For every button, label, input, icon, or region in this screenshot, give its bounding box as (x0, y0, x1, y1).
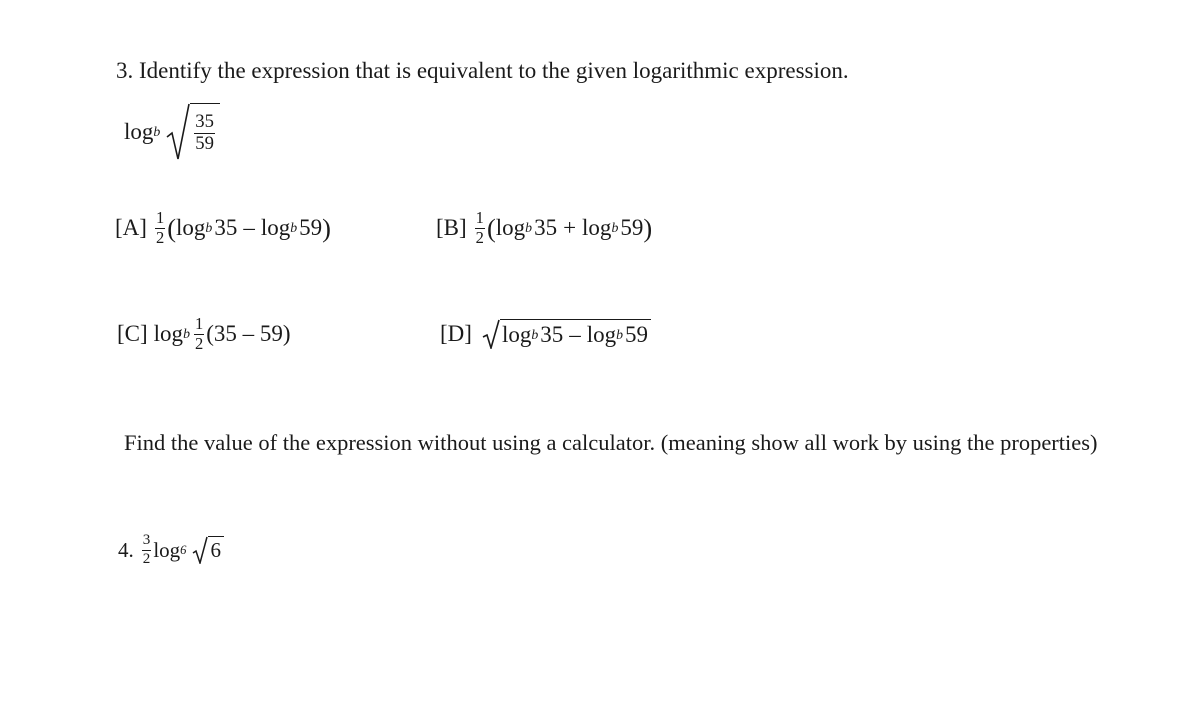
log-base: b (183, 326, 190, 341)
instructions-text: Find the value of the expression without using a calculator. (meaning show all work by using the properties) (124, 430, 1098, 455)
parenthesized-difference: (35 – 59) (206, 321, 291, 346)
fraction-denominator: 2 (475, 227, 484, 247)
radical-sign-icon (166, 103, 190, 161)
left-paren: ( (486, 212, 496, 243)
log-base: b (525, 220, 533, 235)
option-c (117, 306, 291, 362)
log-word: log (501, 322, 532, 347)
fraction-one-half (155, 207, 165, 247)
radical-sign-icon (192, 536, 208, 564)
option-a (115, 200, 331, 256)
log-base: b (205, 220, 213, 235)
square-root (192, 536, 224, 564)
log-argument: 59 (620, 215, 644, 240)
log-word: log (176, 215, 206, 240)
log-argument: 59 (625, 322, 649, 347)
operator: – (569, 322, 581, 347)
log-argument: 35 (540, 322, 564, 347)
option-label: [B] (436, 215, 467, 240)
fraction-numerator: 1 (194, 313, 204, 333)
fraction-numerator: 35 (195, 110, 214, 132)
log-word: log (153, 537, 181, 562)
log-word: log (582, 215, 612, 240)
log-argument: 59 (299, 215, 323, 240)
question-3-text: 3. Identify the expression that is equivalent to the given logarithmic expression. (116, 58, 849, 83)
left-paren: ( (167, 212, 177, 243)
log-word: log (260, 215, 291, 240)
log-base: b (290, 220, 298, 235)
log-base: 6 (180, 542, 187, 557)
log-word: log (495, 215, 526, 240)
fraction-coefficient (142, 533, 152, 566)
option-label: [C] (117, 321, 148, 346)
log-word: log (586, 322, 617, 347)
fraction-numerator: 3 (142, 532, 151, 549)
fraction-denominator: 2 (194, 333, 204, 353)
option-label: [D] (440, 321, 472, 346)
log-base: b (153, 124, 161, 139)
log-base: b (531, 327, 539, 342)
log-base: b (616, 327, 624, 342)
log-word: log (153, 321, 184, 346)
log-argument: 35 (214, 215, 238, 240)
fraction-denominator: 2 (142, 550, 151, 567)
radicand: 6 (208, 536, 224, 564)
option-d (440, 306, 651, 362)
log-base: b (611, 220, 619, 235)
radical-sign-icon (482, 319, 500, 349)
question-number: 4. (118, 537, 134, 562)
right-paren: ) (643, 212, 653, 243)
fraction (194, 110, 215, 154)
given-expression (124, 100, 220, 164)
fraction-numerator: 1 (155, 207, 165, 227)
square-root (482, 319, 651, 349)
option-b (436, 200, 652, 256)
option-label: [A] (115, 215, 147, 240)
fraction-numerator: 1 (475, 207, 484, 227)
question-4 (118, 520, 224, 580)
log-word: log (124, 119, 154, 144)
fraction-denominator: 59 (195, 132, 214, 154)
right-paren: ) (322, 212, 331, 243)
log-argument: 35 (534, 215, 558, 240)
operator: + (563, 215, 577, 240)
fraction-one-half (475, 207, 485, 247)
square-root (166, 103, 220, 161)
fraction-one-half (194, 313, 204, 353)
fraction-denominator: 2 (155, 227, 165, 247)
operator: – (243, 215, 255, 240)
